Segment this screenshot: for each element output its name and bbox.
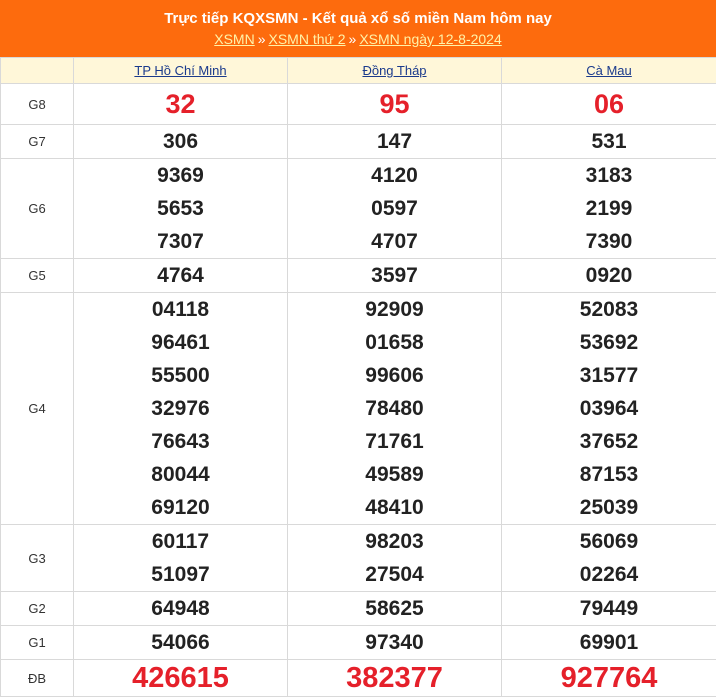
prize-cell: [502, 293, 716, 525]
prize-number: 60117: [151, 530, 210, 553]
prize-number: 37652: [579, 430, 639, 453]
prize-number: 927764: [560, 662, 658, 694]
prize-row-db: [1, 660, 716, 697]
prize-cell: [74, 259, 288, 293]
prize-row-g3: [1, 525, 716, 592]
prize-number: 7307: [157, 230, 204, 253]
prize-number: 54066: [151, 631, 210, 654]
prize-label: G2: [1, 592, 74, 626]
prize-cell: [74, 125, 288, 159]
prize-number: 53692: [579, 331, 639, 354]
prize-number: 3183: [585, 164, 633, 187]
prize-number: 69120: [151, 496, 210, 519]
prize-number: 78480: [365, 397, 424, 420]
prize-cell: [288, 84, 502, 125]
prize-row-g1: [1, 626, 716, 660]
province-header: [288, 58, 502, 84]
prize-cell: [74, 293, 288, 525]
prize-rows: [1, 84, 716, 697]
breadcrumb-xsmn-link[interactable]: XSMN: [214, 31, 255, 47]
prize-row-g2: [1, 592, 716, 626]
prize-number: 4707: [371, 230, 418, 253]
prize-cell: [74, 592, 288, 626]
breadcrumb-separator: »: [348, 31, 357, 47]
prize-label: G6: [1, 159, 74, 259]
province-header-row: [1, 58, 716, 84]
prize-number: 3597: [371, 264, 418, 287]
prize-label: G3: [1, 525, 74, 592]
prize-number: 87153: [579, 463, 639, 486]
prize-number: 27504: [365, 563, 424, 586]
prize-number: 32976: [151, 397, 210, 420]
prize-row-g5: [1, 259, 716, 293]
prize-number: 96461: [151, 331, 210, 354]
prize-number: 147: [376, 130, 413, 153]
prize-cell: [502, 125, 716, 159]
prize-number: 51097: [151, 563, 210, 586]
prize-row-g7: [1, 125, 716, 159]
prize-number: 58625: [365, 597, 424, 620]
prize-number: 92909: [365, 298, 424, 321]
prize-number: 69901: [579, 631, 639, 654]
prize-number: 01658: [365, 331, 424, 354]
prize-label: ĐB: [1, 660, 74, 697]
prize-number: 95: [379, 89, 410, 119]
prize-cell: [74, 525, 288, 592]
prize-cell: [288, 525, 502, 592]
prize-number: 98203: [365, 530, 424, 553]
prize-number: 99606: [365, 364, 424, 387]
prize-cell: [502, 159, 716, 259]
prize-label: G5: [1, 259, 74, 293]
prize-cell: [288, 259, 502, 293]
prize-number: 48410: [365, 496, 424, 519]
prize-number: 382377: [346, 662, 443, 694]
prize-cell: [502, 259, 716, 293]
prize-cell: [502, 626, 716, 660]
prize-label: G8: [1, 84, 74, 125]
prize-cell: [74, 660, 288, 697]
prize-number: 2199: [585, 197, 633, 220]
breadcrumb: [0, 29, 716, 49]
prize-number: 02264: [579, 563, 639, 586]
prize-cell: [288, 125, 502, 159]
prize-number: 5653: [157, 197, 204, 220]
prize-number: 04118: [151, 298, 210, 321]
prize-number: 55500: [151, 364, 210, 387]
prize-cell: [502, 660, 716, 697]
prize-label: G1: [1, 626, 74, 660]
prize-label: G4: [1, 293, 74, 525]
prize-number: 0597: [371, 197, 418, 220]
prize-row-g8: [1, 84, 716, 125]
prize-number: 79449: [579, 597, 639, 620]
prize-cell: [502, 592, 716, 626]
prize-number: 306: [162, 130, 199, 153]
prize-number: 7390: [585, 230, 633, 253]
prize-cell: [288, 626, 502, 660]
breadcrumb-xsmn-weekday-link[interactable]: XSMN thứ 2: [268, 31, 346, 47]
results-header: [0, 0, 716, 57]
prize-row-g6: [1, 159, 716, 259]
prize-cell: [502, 84, 716, 125]
prize-number: 4764: [157, 264, 204, 287]
prize-number: 4120: [371, 164, 418, 187]
prize-cell: [502, 525, 716, 592]
page-title: Trực tiếp KQXSMN - Kết quả xổ số miền Nam hôm nay: [164, 10, 552, 27]
prize-number: 71761: [365, 430, 424, 453]
prize-cell: [74, 626, 288, 660]
results-table: [0, 57, 716, 697]
prize-number: 03964: [579, 397, 639, 420]
prize-number: 49589: [365, 463, 424, 486]
province-link-dong-thap[interactable]: Đồng Tháp: [362, 63, 427, 78]
prize-number: 25039: [579, 496, 639, 519]
prize-number: 06: [593, 89, 625, 119]
prize-label: G7: [1, 125, 74, 159]
prize-row-g4: [1, 293, 716, 525]
breadcrumb-xsmn-date-link[interactable]: XSMN ngày 12-8-2024: [359, 31, 502, 47]
prize-number: 32: [165, 89, 196, 119]
prize-number: 97340: [365, 631, 424, 654]
prize-cell: [288, 293, 502, 525]
prize-cell: [288, 660, 502, 697]
corner-cell: [1, 58, 74, 84]
province-header: [74, 58, 288, 84]
prize-number: 0920: [585, 264, 633, 287]
province-link-ca-mau[interactable]: Cà Mau: [586, 63, 632, 78]
prize-cell: [288, 159, 502, 259]
prize-number: 31577: [579, 364, 639, 387]
province-link-hcm[interactable]: TP Hồ Chí Minh: [134, 63, 227, 78]
province-header: [502, 58, 716, 84]
prize-number: 52083: [579, 298, 639, 321]
prize-cell: [288, 592, 502, 626]
prize-cell: [74, 84, 288, 125]
breadcrumb-separator: »: [257, 31, 266, 47]
prize-number: 531: [591, 130, 627, 153]
prize-number: 80044: [151, 463, 210, 486]
prize-number: 426615: [132, 662, 229, 694]
prize-number: 56069: [579, 530, 639, 553]
prize-number: 64948: [151, 597, 210, 620]
prize-number: 9369: [157, 164, 204, 187]
prize-number: 76643: [151, 430, 210, 453]
prize-cell: [74, 159, 288, 259]
